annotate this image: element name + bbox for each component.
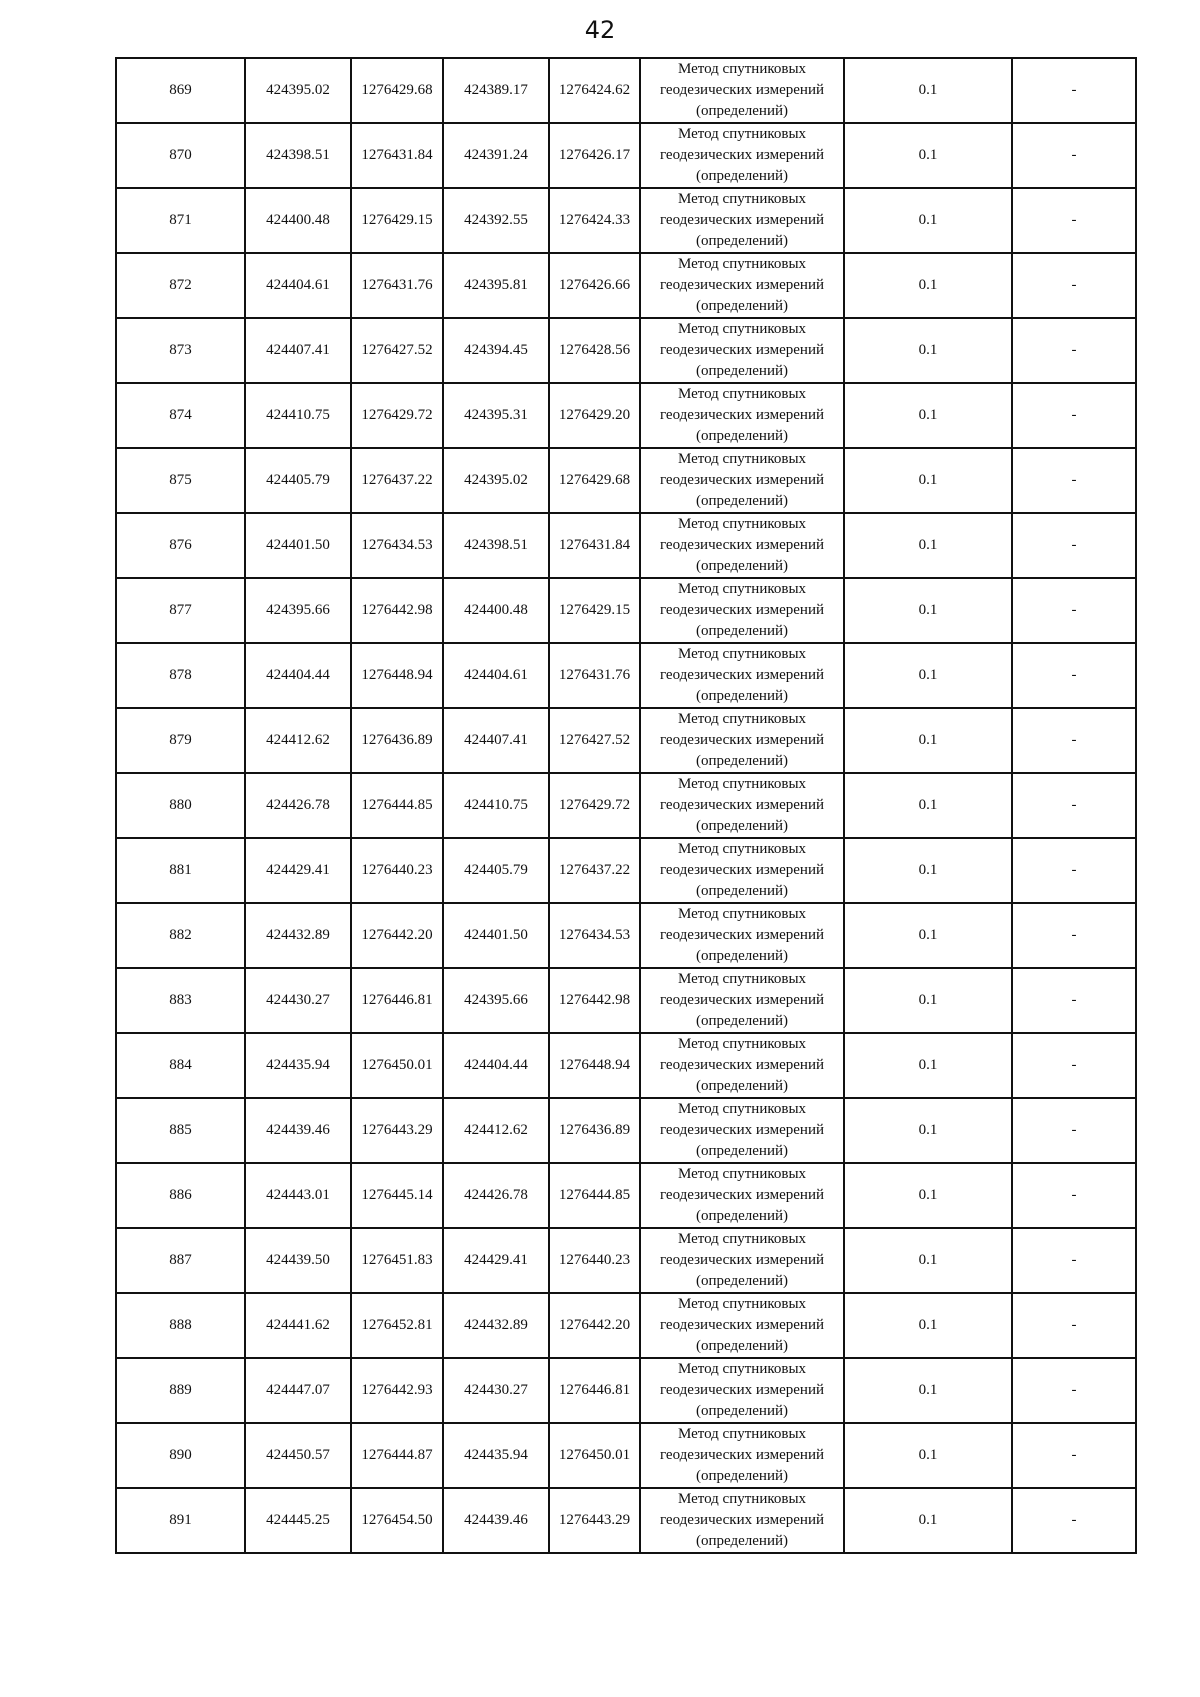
accuracy-cell: 0.1 (844, 123, 1012, 188)
note-cell: - (1012, 903, 1136, 968)
method-cell (640, 513, 844, 578)
point-number-cell: 889 (116, 1358, 245, 1423)
y-coordinate-cell: 1276427.52 (351, 318, 443, 383)
method-line: (определений) (696, 428, 788, 444)
table-row (116, 448, 1136, 513)
method-line: (определений) (696, 753, 788, 769)
method-line: Метод спутниковых (677, 776, 807, 792)
method-line: геодезических измерений (659, 472, 825, 488)
accuracy-cell: 0.1 (844, 188, 1012, 253)
method-line: Метод спутниковых (677, 1101, 807, 1117)
method-line: (определений) (696, 1013, 788, 1029)
point-number-cell: 875 (116, 448, 245, 513)
y-previous-cell: 1276428.56 (549, 318, 640, 383)
method-cell (640, 968, 844, 1033)
page-number: 42 (584, 16, 616, 44)
x-previous-cell: 424395.66 (443, 968, 549, 1033)
method-line: (определений) (696, 1208, 788, 1224)
method-line: Метод спутниковых (677, 321, 807, 337)
note-cell: - (1012, 838, 1136, 903)
method-cell (640, 448, 844, 513)
method-cell (640, 253, 844, 318)
y-previous-cell: 1276424.62 (549, 58, 640, 123)
method-line: геодезических измерений (659, 602, 825, 618)
x-previous-cell: 424412.62 (443, 1098, 549, 1163)
y-coordinate-cell: 1276454.50 (351, 1488, 443, 1553)
table-body (116, 58, 1136, 1553)
y-coordinate-cell: 1276452.81 (351, 1293, 443, 1358)
point-number-cell: 884 (116, 1033, 245, 1098)
note-cell: - (1012, 318, 1136, 383)
method-line: (определений) (696, 558, 788, 574)
point-number-cell: 886 (116, 1163, 245, 1228)
accuracy-cell: 0.1 (844, 903, 1012, 968)
y-previous-cell: 1276426.17 (549, 123, 640, 188)
method-cell (640, 188, 844, 253)
method-line: (определений) (696, 1078, 788, 1094)
note-cell: - (1012, 1423, 1136, 1488)
table-row (116, 1098, 1136, 1163)
note-cell: - (1012, 578, 1136, 643)
method-line: Метод спутниковых (677, 1231, 807, 1247)
y-previous-cell: 1276450.01 (549, 1423, 640, 1488)
method-line: геодезических измерений (659, 1057, 825, 1073)
y-previous-cell: 1276446.81 (549, 1358, 640, 1423)
method-cell (640, 838, 844, 903)
method-line: Метод спутниковых (677, 971, 807, 987)
method-line: (определений) (696, 688, 788, 704)
method-cell (640, 58, 844, 123)
method-line: Метод спутниковых (677, 1426, 807, 1442)
point-number-cell: 882 (116, 903, 245, 968)
note-cell: - (1012, 1033, 1136, 1098)
x-previous-cell: 424400.48 (443, 578, 549, 643)
method-line: Метод спутниковых (677, 581, 807, 597)
x-previous-cell: 424395.02 (443, 448, 549, 513)
method-line: геодезических измерений (659, 1447, 825, 1463)
x-previous-cell: 424410.75 (443, 773, 549, 838)
method-line: геодезических измерений (659, 1122, 825, 1138)
coordinates-table (115, 57, 1137, 1554)
accuracy-cell: 0.1 (844, 1098, 1012, 1163)
method-line: геодезических измерений (659, 1187, 825, 1203)
accuracy-cell: 0.1 (844, 513, 1012, 578)
method-line: геодезических измерений (659, 732, 825, 748)
x-coordinate-cell: 424395.66 (245, 578, 351, 643)
method-line: (определений) (696, 1468, 788, 1484)
y-coordinate-cell: 1276445.14 (351, 1163, 443, 1228)
x-previous-cell: 424429.41 (443, 1228, 549, 1293)
accuracy-cell: 0.1 (844, 838, 1012, 903)
x-coordinate-cell: 424432.89 (245, 903, 351, 968)
table-row (116, 58, 1136, 123)
method-line: геодезических измерений (659, 992, 825, 1008)
accuracy-cell: 0.1 (844, 448, 1012, 513)
x-coordinate-cell: 424447.07 (245, 1358, 351, 1423)
x-coordinate-cell: 424398.51 (245, 123, 351, 188)
point-number-cell: 887 (116, 1228, 245, 1293)
point-number-cell: 891 (116, 1488, 245, 1553)
y-previous-cell: 1276427.52 (549, 708, 640, 773)
y-coordinate-cell: 1276434.53 (351, 513, 443, 578)
y-coordinate-cell: 1276429.72 (351, 383, 443, 448)
method-line: геодезических измерений (659, 1382, 825, 1398)
method-line: Метод спутниковых (677, 386, 807, 402)
table-row (116, 968, 1136, 1033)
method-line: (определений) (696, 1403, 788, 1419)
x-previous-cell: 424432.89 (443, 1293, 549, 1358)
x-previous-cell: 424395.81 (443, 253, 549, 318)
x-coordinate-cell: 424407.41 (245, 318, 351, 383)
y-previous-cell: 1276429.68 (549, 448, 640, 513)
accuracy-cell: 0.1 (844, 968, 1012, 1033)
table-row (116, 188, 1136, 253)
method-cell (640, 1033, 844, 1098)
method-line: геодезических измерений (659, 667, 825, 683)
y-coordinate-cell: 1276442.93 (351, 1358, 443, 1423)
method-line: (определений) (696, 233, 788, 249)
x-coordinate-cell: 424450.57 (245, 1423, 351, 1488)
method-cell (640, 318, 844, 383)
x-coordinate-cell: 424430.27 (245, 968, 351, 1033)
method-line: (определений) (696, 1338, 788, 1354)
x-coordinate-cell: 424405.79 (245, 448, 351, 513)
method-line: геодезических измерений (659, 1512, 825, 1528)
y-previous-cell: 1276437.22 (549, 838, 640, 903)
method-cell (640, 643, 844, 708)
table-row (116, 123, 1136, 188)
note-cell: - (1012, 58, 1136, 123)
y-previous-cell: 1276429.15 (549, 578, 640, 643)
method-line: геодезических измерений (659, 147, 825, 163)
method-cell (640, 773, 844, 838)
x-coordinate-cell: 424426.78 (245, 773, 351, 838)
method-line: (определений) (696, 883, 788, 899)
point-number-cell: 878 (116, 643, 245, 708)
table-row (116, 1423, 1136, 1488)
y-coordinate-cell: 1276431.84 (351, 123, 443, 188)
point-number-cell: 881 (116, 838, 245, 903)
method-line: Метод спутниковых (677, 1361, 807, 1377)
y-coordinate-cell: 1276444.87 (351, 1423, 443, 1488)
method-cell (640, 1098, 844, 1163)
table-row (116, 1358, 1136, 1423)
x-previous-cell: 424404.61 (443, 643, 549, 708)
method-line: геодезических измерений (659, 537, 825, 553)
note-cell: - (1012, 1098, 1136, 1163)
y-coordinate-cell: 1276448.94 (351, 643, 443, 708)
method-cell (640, 708, 844, 773)
point-number-cell: 880 (116, 773, 245, 838)
method-line: Метод спутниковых (677, 1166, 807, 1182)
method-line: Метод спутниковых (677, 1491, 807, 1507)
method-line: (определений) (696, 168, 788, 184)
note-cell: - (1012, 1228, 1136, 1293)
accuracy-cell: 0.1 (844, 1358, 1012, 1423)
note-cell: - (1012, 253, 1136, 318)
method-line: (определений) (696, 948, 788, 964)
note-cell: - (1012, 1293, 1136, 1358)
method-line: Метод спутниковых (677, 906, 807, 922)
x-coordinate-cell: 424404.44 (245, 643, 351, 708)
y-previous-cell: 1276431.76 (549, 643, 640, 708)
x-coordinate-cell: 424410.75 (245, 383, 351, 448)
method-line: Метод спутниковых (677, 646, 807, 662)
note-cell: - (1012, 448, 1136, 513)
table-row (116, 838, 1136, 903)
method-line: Метод спутниковых (677, 61, 807, 77)
method-line: Метод спутниковых (677, 191, 807, 207)
point-number-cell: 890 (116, 1423, 245, 1488)
method-cell (640, 1163, 844, 1228)
y-coordinate-cell: 1276429.15 (351, 188, 443, 253)
point-number-cell: 874 (116, 383, 245, 448)
x-coordinate-cell: 424445.25 (245, 1488, 351, 1553)
note-cell: - (1012, 123, 1136, 188)
method-cell (640, 578, 844, 643)
x-coordinate-cell: 424429.41 (245, 838, 351, 903)
y-previous-cell: 1276436.89 (549, 1098, 640, 1163)
point-number-cell: 885 (116, 1098, 245, 1163)
x-previous-cell: 424394.45 (443, 318, 549, 383)
table-row (116, 578, 1136, 643)
table-row (116, 253, 1136, 318)
y-previous-cell: 1276442.20 (549, 1293, 640, 1358)
accuracy-cell: 0.1 (844, 253, 1012, 318)
method-line: (определений) (696, 1143, 788, 1159)
x-previous-cell: 424405.79 (443, 838, 549, 903)
point-number-cell: 873 (116, 318, 245, 383)
method-line: (определений) (696, 493, 788, 509)
x-coordinate-cell: 424412.62 (245, 708, 351, 773)
point-number-cell: 872 (116, 253, 245, 318)
method-line: геодезических измерений (659, 212, 825, 228)
accuracy-cell: 0.1 (844, 383, 1012, 448)
accuracy-cell: 0.1 (844, 1423, 1012, 1488)
x-coordinate-cell: 424400.48 (245, 188, 351, 253)
y-previous-cell: 1276448.94 (549, 1033, 640, 1098)
x-coordinate-cell: 424443.01 (245, 1163, 351, 1228)
table-row (116, 643, 1136, 708)
method-line: геодезических измерений (659, 862, 825, 878)
x-previous-cell: 424426.78 (443, 1163, 549, 1228)
accuracy-cell: 0.1 (844, 1163, 1012, 1228)
accuracy-cell: 0.1 (844, 1033, 1012, 1098)
accuracy-cell: 0.1 (844, 1293, 1012, 1358)
x-previous-cell: 424404.44 (443, 1033, 549, 1098)
method-line: Метод спутниковых (677, 841, 807, 857)
y-coordinate-cell: 1276429.68 (351, 58, 443, 123)
method-line: (определений) (696, 363, 788, 379)
x-previous-cell: 424392.55 (443, 188, 549, 253)
method-line: (определений) (696, 818, 788, 834)
method-cell (640, 123, 844, 188)
y-previous-cell: 1276424.33 (549, 188, 640, 253)
method-line: (определений) (696, 1533, 788, 1549)
y-previous-cell: 1276429.72 (549, 773, 640, 838)
note-cell: - (1012, 188, 1136, 253)
point-number-cell: 879 (116, 708, 245, 773)
point-number-cell: 877 (116, 578, 245, 643)
note-cell: - (1012, 1488, 1136, 1553)
y-coordinate-cell: 1276443.29 (351, 1098, 443, 1163)
note-cell: - (1012, 513, 1136, 578)
table-row (116, 1293, 1136, 1358)
table-row (116, 1488, 1136, 1553)
y-coordinate-cell: 1276442.20 (351, 903, 443, 968)
y-previous-cell: 1276429.20 (549, 383, 640, 448)
x-previous-cell: 424395.31 (443, 383, 549, 448)
method-cell (640, 383, 844, 448)
y-previous-cell: 1276440.23 (549, 1228, 640, 1293)
method-line: Метод спутниковых (677, 126, 807, 142)
method-line: Метод спутниковых (677, 451, 807, 467)
method-line: (определений) (696, 623, 788, 639)
y-previous-cell: 1276444.85 (549, 1163, 640, 1228)
x-previous-cell: 424435.94 (443, 1423, 549, 1488)
accuracy-cell: 0.1 (844, 578, 1012, 643)
method-line: Метод спутниковых (677, 1036, 807, 1052)
method-line: геодезических измерений (659, 82, 825, 98)
x-previous-cell: 424439.46 (443, 1488, 549, 1553)
note-cell: - (1012, 643, 1136, 708)
point-number-cell: 870 (116, 123, 245, 188)
method-cell (640, 1488, 844, 1553)
accuracy-cell: 0.1 (844, 708, 1012, 773)
x-coordinate-cell: 424395.02 (245, 58, 351, 123)
y-previous-cell: 1276443.29 (549, 1488, 640, 1553)
method-line: (определений) (696, 103, 788, 119)
accuracy-cell: 0.1 (844, 773, 1012, 838)
x-previous-cell: 424430.27 (443, 1358, 549, 1423)
table-row (116, 708, 1136, 773)
table-row (116, 1033, 1136, 1098)
method-line: (определений) (696, 298, 788, 314)
point-number-cell: 888 (116, 1293, 245, 1358)
accuracy-cell: 0.1 (844, 1228, 1012, 1293)
x-previous-cell: 424391.24 (443, 123, 549, 188)
y-previous-cell: 1276442.98 (549, 968, 640, 1033)
y-coordinate-cell: 1276431.76 (351, 253, 443, 318)
x-coordinate-cell: 424441.62 (245, 1293, 351, 1358)
method-line: геодезических измерений (659, 1317, 825, 1333)
method-cell (640, 903, 844, 968)
table-row (116, 773, 1136, 838)
y-coordinate-cell: 1276440.23 (351, 838, 443, 903)
note-cell: - (1012, 383, 1136, 448)
note-cell: - (1012, 968, 1136, 1033)
x-previous-cell: 424398.51 (443, 513, 549, 578)
x-coordinate-cell: 424404.61 (245, 253, 351, 318)
x-previous-cell: 424401.50 (443, 903, 549, 968)
accuracy-cell: 0.1 (844, 58, 1012, 123)
note-cell: - (1012, 708, 1136, 773)
y-coordinate-cell: 1276446.81 (351, 968, 443, 1033)
x-coordinate-cell: 424401.50 (245, 513, 351, 578)
y-coordinate-cell: 1276442.98 (351, 578, 443, 643)
x-previous-cell: 424389.17 (443, 58, 549, 123)
y-previous-cell: 1276426.66 (549, 253, 640, 318)
method-line: Метод спутниковых (677, 1296, 807, 1312)
method-line: геодезических измерений (659, 342, 825, 358)
method-cell (640, 1423, 844, 1488)
table-row (116, 383, 1136, 448)
x-previous-cell: 424407.41 (443, 708, 549, 773)
x-coordinate-cell: 424435.94 (245, 1033, 351, 1098)
y-coordinate-cell: 1276436.89 (351, 708, 443, 773)
y-coordinate-cell: 1276450.01 (351, 1033, 443, 1098)
y-coordinate-cell: 1276437.22 (351, 448, 443, 513)
point-number-cell: 871 (116, 188, 245, 253)
method-line: Метод спутниковых (677, 256, 807, 272)
x-coordinate-cell: 424439.46 (245, 1098, 351, 1163)
table-row (116, 903, 1136, 968)
note-cell: - (1012, 773, 1136, 838)
method-cell (640, 1228, 844, 1293)
accuracy-cell: 0.1 (844, 643, 1012, 708)
method-line: геодезических измерений (659, 797, 825, 813)
note-cell: - (1012, 1358, 1136, 1423)
point-number-cell: 876 (116, 513, 245, 578)
table-row (116, 318, 1136, 383)
x-coordinate-cell: 424439.50 (245, 1228, 351, 1293)
table-row (116, 1228, 1136, 1293)
method-line: Метод спутниковых (677, 711, 807, 727)
note-cell: - (1012, 1163, 1136, 1228)
point-number-cell: 883 (116, 968, 245, 1033)
table-row (116, 1163, 1136, 1228)
method-line: геодезических измерений (659, 407, 825, 423)
method-line: геодезических измерений (659, 1252, 825, 1268)
y-previous-cell: 1276431.84 (549, 513, 640, 578)
method-line: геодезических измерений (659, 927, 825, 943)
point-number-cell: 869 (116, 58, 245, 123)
method-line: Метод спутниковых (677, 516, 807, 532)
accuracy-cell: 0.1 (844, 318, 1012, 383)
y-previous-cell: 1276434.53 (549, 903, 640, 968)
method-cell (640, 1293, 844, 1358)
table-row (116, 513, 1136, 578)
method-line: (определений) (696, 1273, 788, 1289)
method-line: геодезических измерений (659, 277, 825, 293)
accuracy-cell: 0.1 (844, 1488, 1012, 1553)
y-coordinate-cell: 1276444.85 (351, 773, 443, 838)
y-coordinate-cell: 1276451.83 (351, 1228, 443, 1293)
method-cell (640, 1358, 844, 1423)
